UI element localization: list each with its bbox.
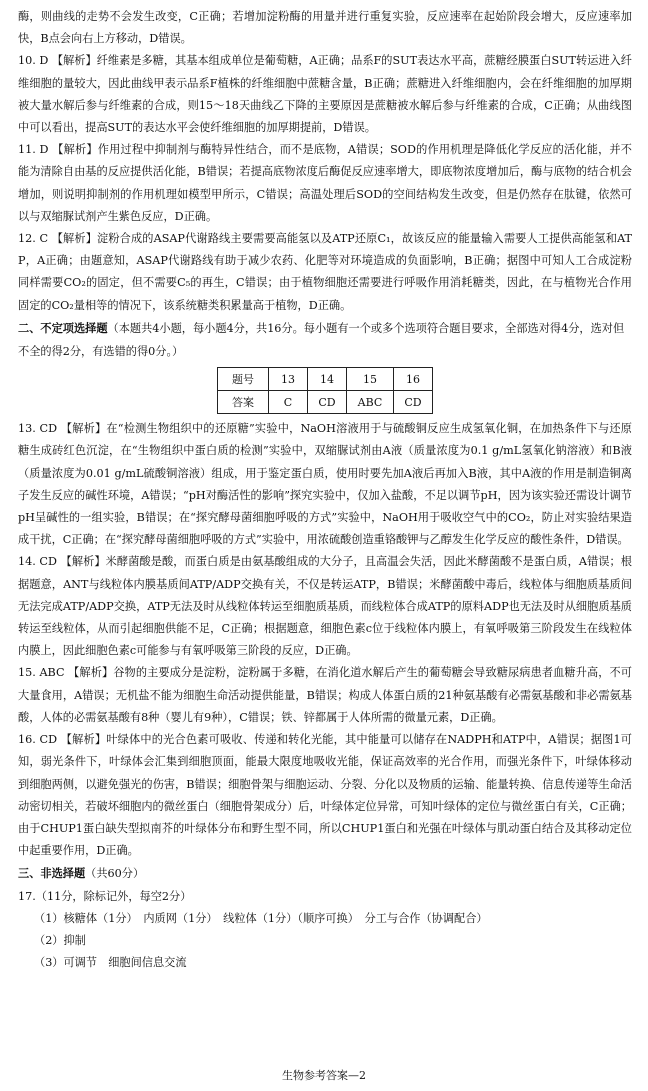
question-number-cell: 14 xyxy=(308,368,347,391)
answer-table-answer-row xyxy=(218,391,433,414)
question-number-cell: 13 xyxy=(269,368,308,391)
question-number-cell: 15 xyxy=(347,368,394,391)
section-2-title: 二、不定项选择题 xyxy=(18,320,108,335)
section-2-note: （本题共4小题，每小题4分，共16分。每小题有一个或多个选项符合题目要求，全部选对得4分，选对但不全的得2分，有选错的得0分。） xyxy=(18,321,625,359)
header-label-cell: 题号 xyxy=(218,368,269,391)
answer-12: 12. C 【解析】淀粉合成的ASAP代谢路线主要需要高能氢以及ATP还原C₁，故该反应的能量输入需要人工提供高能氢和ATP，A正确；由题意知，ASAP代谢路线有助于减少农药、化肥等对环境造成的负面影响，B正确；据图中可知人工合成淀粉同样需要CO₂的固定，但不需要C₅的再生，C错误；由于植物细胞还需要进行呼吸作用消耗糖类，因此，在与植物光合作用固定的CO₂量相等的情况下，该系统糖类积累量高于植物，D正确。 xyxy=(18,232,632,312)
section-2-heading xyxy=(18,317,632,363)
section-3-note: （共60分） xyxy=(85,867,145,881)
answer-16: 16. CD 【解析】叶绿体中的光合色素可吸收、传递和转化光能，其中能量可以储存在NADPH和ATP中，A错误；据图1可知，弱光条件下，叶绿体会汇集到细胞顶面，能最大限度地吸收光能，保证高效率的光合作用，而强光条件下，叶绿体移动到细胞两侧，以避免强光的伤害，B错误；细胞骨架与细胞运动、分裂、分化以及物质的运输、能量转换、信息传递等生命活动密切相关，若破坏细胞内的微丝蛋白（细胞骨架成分）后，叶绿体定位异常，可知叶绿体的定位与微丝蛋白有关，C正确；由于CHUP1蛋白缺失型拟南芥的叶绿体分布和野生型不同，所以CHUP1蛋白和光强在叶绿体与肌动蛋白结合及其移动定位中起重要作用，D正确。 xyxy=(18,733,632,858)
section-3-heading xyxy=(18,862,632,885)
answer-17-line: （2）抑制 xyxy=(34,933,86,947)
answer-10: 10. D 【解析】纤维素是多糖，其基本组成单位是葡萄糖，A正确；品系F的SUT表达水平高，蔗糖经膜蛋白SUT转运进入纤维细胞的量较大，因此曲线甲表示品系F植株的纤维细胞中蔗糖含量，B正确；蔗糖进入纤维细胞内，会在纤维细胞的加厚期被大量水解后参与纤维素的合成，则15～18天曲线乙下降的主要原因是蔗糖被水解后参与纤维素的合成，C正确；从曲线图中可以看出，提高SUT的表达水平会使纤维细胞的加厚期提前，D错误。 xyxy=(18,54,632,135)
answer-cell: C xyxy=(269,391,308,414)
answer-label-cell: 答案 xyxy=(218,391,269,414)
answer-14: 14. CD 【解析】米酵菌酸是酸，而蛋白质是由氨基酸组成的大分子，且高温会失活，因此米酵菌酸不是蛋白质，A错误；根据题意，ANT与线粒体内膜基质间ATP/ADP交换有关，不仅是转运ATP，B错误；米酵菌酸中毒后，线粒体与细胞质基质间无法完成ATP/ADP交换，ATP无法及时从线粒体转运至细胞质基质，而线粒体合成ATP的原料ADP也无法及时从细胞质基质转运至线粒体，从而引起细胞供能不足，C正确；根据题意，细胞色素c位于线粒体内膜上，有氧呼吸第三阶段发生在线粒体内膜上，因此细胞色素c可能参与有氧呼吸第三阶段的反应，D正确。 xyxy=(18,555,632,658)
answer-17-line: （3）可调节 细胞间信息交流 xyxy=(34,956,187,970)
answer-table xyxy=(217,367,433,414)
answer-11: 11. D 【解析】作用过程中抑制剂与酶特异性结合，而不是底物，A错误；SOD的作用机理是降低化学反应的活化能，并不能为清除自由基的反应提供活化能，B错误；若提高底物浓度后酶促反应速率增大，即底物浓度增加后，酶与底物的结合机会增加，则说明抑制剂的作用机理如模型甲所示，C错误；高温处理后SOD的空间结构发生改变，但是仍然存在肽键，依然可以与双缩脲试剂产生紫色反应，D正确。 xyxy=(18,143,632,223)
paragraph-continuation: 酶，则曲线的走势不会发生改变，C正确；若增加淀粉酶的用量并进行重复实验，反应速率在起始阶段会增大，反应速率加快，B点会向右上方移动，D错误。 xyxy=(18,10,632,46)
answer-17-line: （1）核糖体（1分） 内质网（1分） 线粒体（1分）（顺序可换） 分工与合作（协调配合） xyxy=(34,911,488,925)
page-footer: 生物参考答案—2 xyxy=(282,1069,366,1082)
question-number-cell: 16 xyxy=(394,368,433,391)
answer-cell: ABC xyxy=(347,391,394,414)
answer-cell: CD xyxy=(394,391,433,414)
answer-17-head: 17.（11分，除标记外，每空2分） xyxy=(18,889,192,903)
answer-15: 15. ABC 【解析】谷物的主要成分是淀粉，淀粉属于多糖，在消化道水解后产生的葡萄糖会导致糖尿病患者血糖升高，不可大量食用，A错误；无机盐不能为细胞生命活动提供能量，B错误；构成人体蛋白质的21种氨基酸有必需氨基酸和非必需氨基酸，人体的必需氨基酸有8种（婴儿有9种），C错误；铁、锌都属于人体所需的微量元素，D正确。 xyxy=(18,666,632,724)
section-3-title: 三、非选择题 xyxy=(18,866,86,881)
answer-table-header-row xyxy=(218,368,433,391)
answer-cell: CD xyxy=(308,391,347,414)
answer-13: 13. CD 【解析】在“检测生物组织中的还原糖”实验中，NaOH溶液用于与硫酸铜反应生成氢氧化铜，在加热条件下与还原糖生成砖红色沉淀，在“生物组织中蛋白质的检测”实验中，双缩脲试剂由A液（质量浓度为0.1 g/mL氢氧化钠溶液）和B液（质量浓度为0.01 g/mL硫酸铜溶液）组成，用于鉴定蛋白质，使用时要先加A液后再加入B液，其中A液的作用是制造铜离子发生反应的碱性环境，A错误；“pH对酶活性的影响”探究实验中，仅加入盐酸，不足以调节pH，因为该实验还需设计调节pH呈碱性的一组实验，B错误；在“探究酵母菌细胞呼吸的方式”实验中，NaOH用于吸收空气中的CO₂，防止对实验结果造成干扰，C正确；在“探究酵母菌细胞呼吸的方式”实验中，用浓硫酸创造重铬酸钾与乙醇发生化学反应的酸性条件，D错误。 xyxy=(18,422,632,547)
